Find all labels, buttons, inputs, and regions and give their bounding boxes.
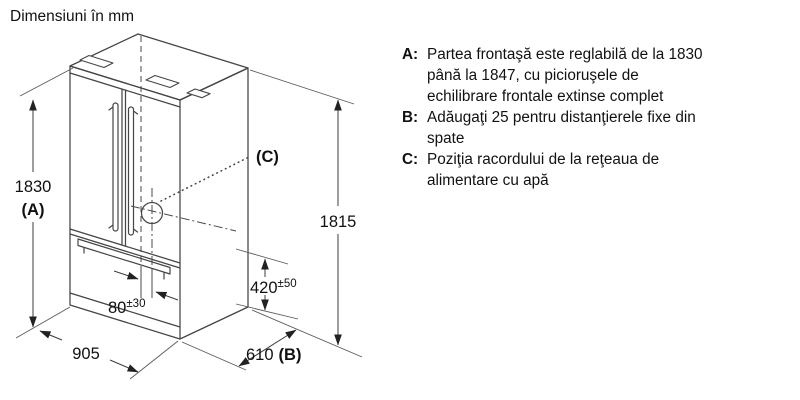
dim-80-left xyxy=(114,271,138,279)
note-c-key: C: xyxy=(402,151,419,168)
dim-depth-value: 610 xyxy=(246,346,274,364)
note-b-text xyxy=(427,107,696,149)
ext-top-left xyxy=(20,68,73,96)
hinge-middle xyxy=(146,76,179,88)
dim-depth-key: (B) xyxy=(278,346,302,364)
note-b xyxy=(402,107,794,149)
note-a-line-2: până la 1847, cu picioruşele de xyxy=(427,67,639,84)
door-split-line xyxy=(122,90,126,245)
ext-420-top xyxy=(236,249,288,264)
note-c-line-2: alimentare cu apă xyxy=(427,172,549,189)
note-a-line-3: echilibrare frontale extinse complet xyxy=(427,88,664,105)
ext-610-left xyxy=(182,342,246,370)
dim-conn-height xyxy=(250,278,297,297)
dim-conn-offset-tolerance: ±30 xyxy=(126,298,146,310)
c-leader-dotted-line xyxy=(161,156,251,201)
dim-conn-height-value: 420 xyxy=(250,279,278,297)
dim-conn-height-tolerance: ±50 xyxy=(277,278,297,290)
note-b-line-1: Adăugaţi 25 pentru distanţierele fixe din xyxy=(427,109,696,126)
dim-depth xyxy=(246,346,301,364)
water-line-horizontal-dashdot xyxy=(131,206,236,231)
note-c-line-1: Poziţia racordului de la reţeaua de xyxy=(427,151,660,168)
dim-height-front-value: 1830 xyxy=(14,178,52,196)
door-hinges xyxy=(80,56,210,98)
drawer-handle-bar xyxy=(78,239,170,274)
note-a-line-1: Partea frontaşă este reglabilă de la 1830 xyxy=(427,46,703,63)
dim-905-left xyxy=(40,331,62,340)
legend-notes xyxy=(402,44,794,191)
page-title: Dimensiuni în mm xyxy=(10,8,135,25)
dim-80-right xyxy=(156,292,178,300)
extension-lines xyxy=(16,68,362,379)
dim-conn-offset-value: 80 xyxy=(108,299,127,317)
dim-height-front-key: (A) xyxy=(21,201,45,219)
door-handles xyxy=(109,103,138,235)
water-connection-key-label: (C) xyxy=(256,148,279,166)
dimension-labels xyxy=(15,148,357,364)
ext-bottom-left xyxy=(16,307,70,338)
hinge-right xyxy=(187,89,210,98)
note-c-text xyxy=(427,149,659,191)
dim-905-right xyxy=(110,360,138,372)
note-a xyxy=(402,44,794,107)
note-c xyxy=(402,149,794,191)
note-a-text xyxy=(427,44,703,107)
hinge-left xyxy=(80,56,113,68)
dim-width-value: 905 xyxy=(72,345,100,363)
dim-height-right-value: 1815 xyxy=(319,213,357,231)
fridge-side-face xyxy=(180,68,248,339)
note-a-key: A: xyxy=(402,46,419,63)
ext-905-right xyxy=(130,341,178,379)
drawer-handle xyxy=(78,239,170,279)
fridge-top-face xyxy=(70,34,248,100)
left-door-handle xyxy=(113,103,118,231)
note-b-line-2: spate xyxy=(427,130,465,147)
ext-top-right xyxy=(250,70,354,104)
dimension-lines xyxy=(33,100,338,372)
right-door-handle xyxy=(129,107,134,235)
note-b-key: B: xyxy=(402,109,419,126)
